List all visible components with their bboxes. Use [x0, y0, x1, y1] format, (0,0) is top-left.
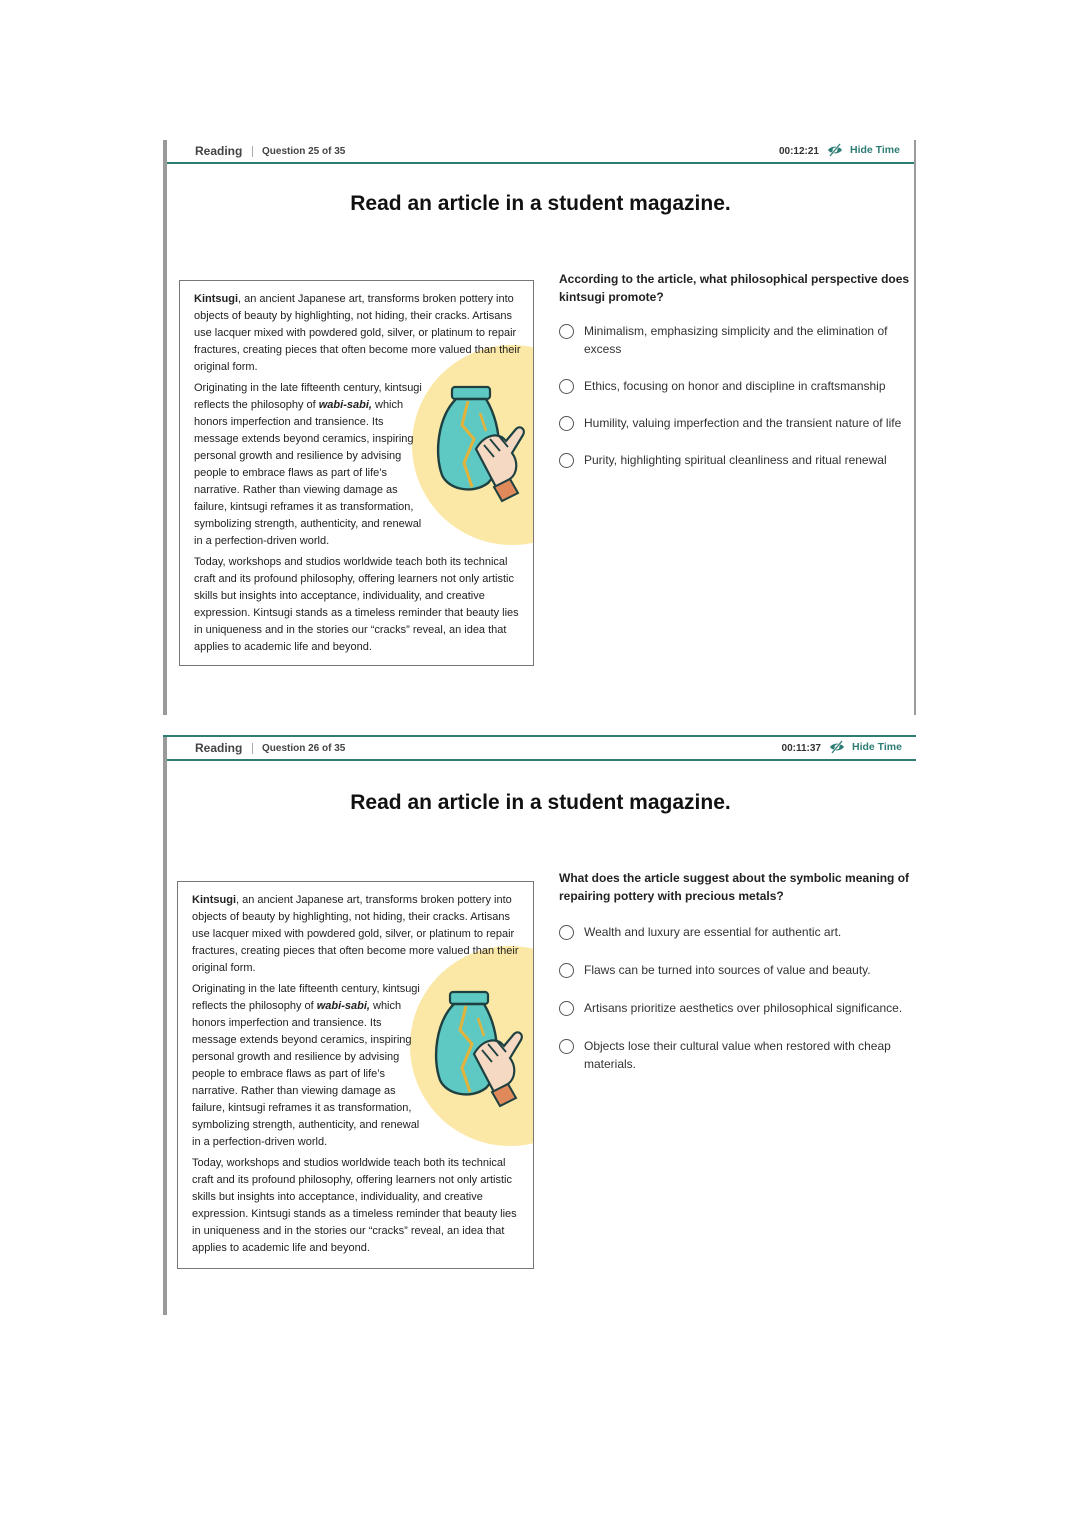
answer-option[interactable]: [559, 923, 904, 941]
option-label: Objects lose their cultural value when restored with cheap materials.: [584, 1039, 891, 1071]
radio-button[interactable]: [559, 453, 574, 468]
radio-button[interactable]: [559, 1039, 574, 1054]
radio-button[interactable]: [559, 379, 574, 394]
article-emphasis: wabi-sabi,: [316, 1000, 370, 1012]
right-border: [914, 140, 916, 715]
article-term: Kintsugi: [194, 293, 238, 305]
content-area: [167, 761, 914, 1315]
option-label: Humility, valuing imperfection and the transient nature of life: [584, 416, 902, 430]
answer-option[interactable]: [559, 451, 904, 469]
option-label: Purity, highlighting spiritual cleanliness and ritual renewal: [584, 453, 887, 467]
answer-option[interactable]: [559, 961, 904, 979]
timer: 00:11:37: [781, 743, 821, 754]
article-paragraph-2: [192, 981, 428, 1151]
article-paragraph-3: Today, workshops and studios worldwide teach both its technical craft and its profound philosophy, offering learners not only artistic skills but insights into acceptance, individuality, and creative expression. Kintsugi stands as a timeless reminder that beauty lies in uniqueness and in the stories our “cracks” reveal, an idea that applies to academic life and beyond.: [192, 1157, 517, 1254]
content-area: [167, 164, 914, 715]
hide-time-label: Hide Time: [852, 741, 902, 753]
article-paragraph-2-rest: which honors imperfection and transience. Its message extends beyond ceramics, inspiring personal growth and resilience by advising people to embrace flaws as part of life’s narrative. Rather than viewing damage as failure, kintsugi reframes it as transformation, symbolizing strength, authenticity, and renewal in a perfection-driven world.: [194, 399, 422, 547]
option-label: Ethics, focusing on honor and discipline in craftsmanship: [584, 379, 886, 393]
option-label: Artisans prioritize aesthetics over philosophical significance.: [584, 1001, 903, 1015]
section-label: Reading: [195, 144, 243, 158]
question-panel-26: [163, 735, 916, 1315]
option-label: Minimalism, emphasizing simplicity and the elimination of excess: [584, 324, 888, 356]
article-emphasis: wabi-sabi,: [318, 399, 372, 411]
radio-button[interactable]: [559, 324, 574, 339]
question-panel-25: [163, 140, 916, 715]
article-box: [177, 881, 534, 1269]
radio-button[interactable]: [559, 963, 574, 978]
answer-option[interactable]: [559, 1037, 904, 1073]
article-paragraph-1: [192, 892, 522, 977]
hide-time-button[interactable]: [827, 143, 900, 157]
article-text: [194, 291, 524, 660]
answer-option[interactable]: [559, 377, 904, 395]
radio-button[interactable]: [559, 925, 574, 940]
section-label: Reading: [195, 741, 243, 755]
article-paragraph-1-text: , an ancient Japanese art, transforms broken pottery into objects of beauty by highlighting, not hiding, their cracks. Artisans use lacquer mixed with powdered gold, silver, or platinum to repair fractures, creating pieces that often become more valued than their original form.: [192, 894, 519, 974]
answer-option[interactable]: [559, 999, 904, 1017]
divider: [252, 743, 253, 754]
option-label: Wealth and luxury are essential for authentic art.: [584, 925, 842, 939]
answer-options: [559, 923, 904, 1073]
hide-time-button[interactable]: [829, 740, 902, 754]
question-text: What does the article suggest about the symbolic meaning of repairing pottery with precious metals?: [559, 871, 910, 903]
option-label: Flaws can be turned into sources of value and beauty.: [584, 963, 871, 977]
radio-button[interactable]: [559, 416, 574, 431]
top-bar: [167, 737, 916, 761]
article-paragraph-1-text: , an ancient Japanese art, transforms broken pottery into objects of beauty by highlighting, not hiding, their cracks. Artisans use lacquer mixed with powdered gold, silver, or platinum to repair fractures, creating pieces that often become more valued than their original form.: [194, 293, 521, 373]
page-title: Read an article in a student magazine.: [350, 791, 731, 814]
eye-slash-icon: [829, 740, 845, 754]
question-text: According to the article, what philosophical perspective does kintsugi promote?: [559, 272, 910, 304]
answer-option[interactable]: [559, 322, 904, 358]
answer-option[interactable]: [559, 414, 904, 432]
top-bar: [167, 140, 914, 164]
timer: 00:12:21: [778, 146, 819, 157]
article-paragraph-3: Today, workshops and studios worldwide teach both its technical craft and its profound philosophy, offering learners not only artistic skills but insights into acceptance, individuality, and creative expression. Kintsugi stands as a timeless reminder that beauty lies in uniqueness and in the stories our “cracks” reveal, an idea that applies to academic life and beyond.: [194, 556, 519, 653]
article-paragraph-1: [194, 291, 524, 376]
hide-time-label: Hide Time: [850, 144, 900, 156]
article-box: [179, 280, 534, 666]
article-paragraph-2-start: Originating in the late fifteenth century, kintsugi reflects the philosophy of: [194, 382, 422, 411]
eye-slash-icon: [827, 143, 843, 157]
article-paragraph-2: [194, 380, 430, 550]
article-paragraph-2-rest: which honors imperfection and transience. Its message extends beyond ceramics, inspiring personal growth and resilience by advising people to embrace flaws as part of life’s narrative. Rather than viewing damage as failure, kintsugi reframes it as transformation, symbolizing strength, authenticity, and renewal in a perfection-driven world.: [192, 1000, 420, 1148]
question-counter: Question 25 of 35: [262, 146, 346, 157]
article-text: [192, 892, 522, 1261]
article-paragraph-2-start: Originating in the late fifteenth century, kintsugi reflects the philosophy of: [192, 983, 420, 1012]
page-title: Read an article in a student magazine.: [350, 192, 731, 215]
answer-options: [559, 322, 904, 469]
article-term: Kintsugi: [192, 894, 236, 906]
radio-button[interactable]: [559, 1001, 574, 1016]
divider: [252, 146, 253, 157]
question-counter: Question 26 of 35: [262, 743, 346, 754]
